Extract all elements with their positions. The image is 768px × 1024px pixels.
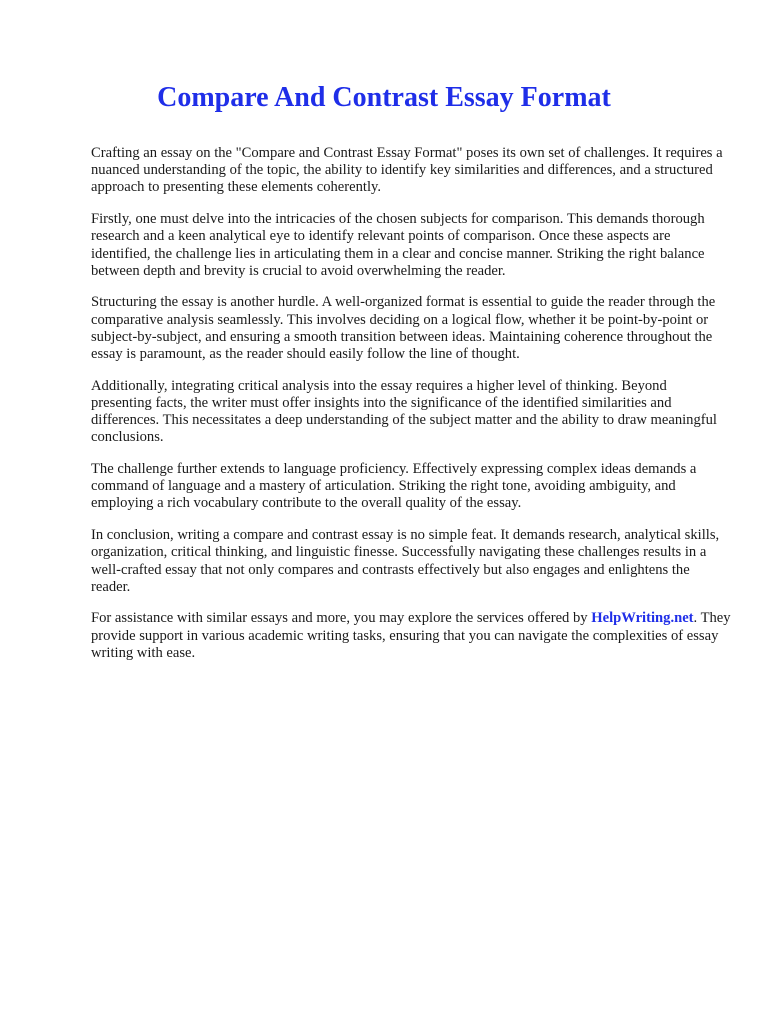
closing-text-before-link: For assistance with similar essays and more, you may explore the services offered by — [91, 610, 592, 627]
paragraph-analysis: Additionally, integrating critical analysis into the essay requires a higher level of thinking. Beyond presenting facts, the writer must offer insights into the significance of the identified similarities and differences. This necessitates a deep understanding of the subject matter and the ability to draw meaningful conclusions. — [91, 377, 717, 446]
document-body — [91, 145, 731, 677]
paragraph-language: The challenge further extends to language proficiency. Effectively expressing complex ideas demands a command of language and a mastery of articulation. Striking the right tone, avoiding ambiguity, and employing a rich vocabulary contribute to the overall quality of the essay. — [91, 461, 697, 512]
page-title: Compare And Contrast Essay Format — [157, 82, 611, 113]
paragraph-closing — [91, 610, 731, 662]
closing-text-after-link: . They provide support in various academic writing tasks, ensuring that you can navigate the complexities of essay writing with ease. — [91, 610, 731, 661]
paragraph-research: Firstly, one must delve into the intricacies of the chosen subjects for comparison. This demands thorough research and a keen analytical eye to identify relevant points of comparison. Once these aspects are identified, the challenge lies in articulating them in a clear and concise manner. Striking the right balance between depth and brevity is crucial to avoid overwhelming the reader. — [91, 211, 705, 279]
paragraph-intro: Crafting an essay on the "Compare and Contrast Essay Format" poses its own set of challenges. It requires a nuanced understanding of the topic, the ability to identify key similarities and differences, and a structured approach to presenting these elements coherently. — [91, 145, 723, 196]
helpwriting-link[interactable]: HelpWriting.net — [591, 610, 694, 627]
paragraph-conclusion: In conclusion, writing a compare and contrast essay is no simple feat. It demands research, analytical skills, organization, critical thinking, and linguistic finesse. Successfully navigating these challenges results in a well-crafted essay that not only compares and contrasts effectively but also engages and enlightens the reader. — [91, 527, 720, 595]
paragraph-structure: Structuring the essay is another hurdle. A well-organized format is essential to guide the reader through the comparative analysis seamlessly. This involves deciding on a logical flow, whether it be point-by-point or subject-by-subject, and ensuring a smooth transition between ideas. Maintaining coherence throughout the essay is paramount, as the reader should easily follow the line of thought. — [91, 294, 716, 363]
